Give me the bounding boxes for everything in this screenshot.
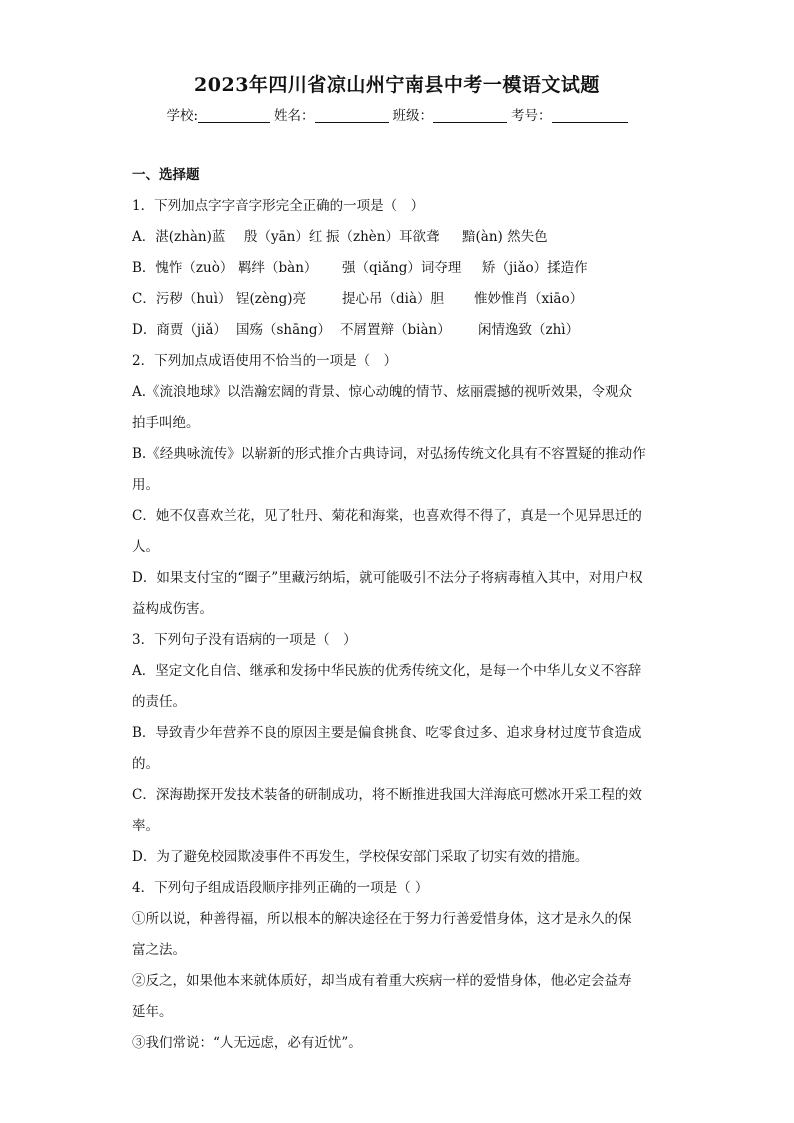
question-3-line: 的责任。 bbox=[132, 694, 186, 710]
question-2-line: 用。 bbox=[132, 477, 159, 493]
question-1-option-c bbox=[132, 286, 664, 317]
question-2-stem: 2．下列加点成语使用不恰当的一项是（ ） bbox=[132, 353, 398, 369]
section-heading: 一、选择题 bbox=[132, 167, 200, 183]
question-3-line: A．坚定文化自信、继承和发扬中华民族的优秀传统文化，是每一个中华儿女义不容辞 bbox=[132, 663, 642, 679]
option-item: 振（zhèn）耳欲聋 bbox=[326, 229, 440, 245]
question-4-stem: 4．下列句子组成语段顺序排列正确的一项是（ ） bbox=[132, 880, 429, 896]
question-2-line: B.《经典咏流传》以崭新的形式推介古典诗词，对弘扬传统文化具有不容置疑的推动作 bbox=[132, 446, 646, 462]
question-4-line: 富之法。 bbox=[132, 942, 186, 958]
question-3-line: C．深海勘探开发技术装备的研制成功，将不断推进我国大洋海底可燃冰开采工程的效 bbox=[132, 787, 642, 803]
option-item: 黯(àn) 然失色 bbox=[462, 229, 548, 245]
number-blank[interactable] bbox=[552, 108, 628, 123]
question-3-line: B．导致青少年营养不良的原因主要是偏食挑食、吃零食过多、追求身材过度节食造成 bbox=[132, 725, 642, 741]
question-2-line: D．如果支付宝的“圈子”里藏污纳垢，就可能吸引不法分子将病毒植入其中，对用户权 bbox=[132, 570, 643, 586]
class-label: 班级： bbox=[392, 108, 434, 124]
question-4-line: 延年。 bbox=[132, 1004, 173, 1020]
option-item: D．商贾（jiǎ） bbox=[132, 322, 227, 338]
option-item: 锃(zèng)亮 bbox=[236, 291, 306, 307]
name-label: 姓名： bbox=[274, 108, 315, 124]
question-2-line: 益构成伤害。 bbox=[132, 601, 213, 617]
question-1-stem: 1．下列加点字字音字形完全正确的一项是（ ） bbox=[132, 198, 425, 214]
question-4-line: ②反之，如果他本来就体质好，却当成有着重大疾病一样的爱惜身体，他必定会益寿 bbox=[132, 973, 632, 989]
option-item: 殷（yān）红 bbox=[244, 229, 323, 245]
question-content bbox=[132, 162, 664, 1061]
question-1-option-a bbox=[132, 224, 664, 255]
option-item: B．愧怍（zuò） bbox=[132, 260, 234, 276]
name-blank[interactable] bbox=[315, 108, 389, 123]
option-item: 提心吊（dià）胆 bbox=[342, 291, 445, 307]
question-4-line: ①所以说，种善得福，所以根本的解决途径在于努力行善爱惜身体，这才是永久的保 bbox=[132, 911, 632, 927]
question-4-line: ③我们常说：“人无远虑，必有近忧”。 bbox=[132, 1035, 362, 1051]
student-info-line bbox=[0, 104, 794, 124]
question-1-option-b bbox=[132, 255, 664, 286]
class-blank[interactable] bbox=[433, 108, 507, 123]
question-3-line: 率。 bbox=[132, 818, 159, 834]
number-label: 考号： bbox=[511, 108, 552, 124]
question-2-line: C．她不仅喜欢兰花，见了牡丹、菊花和海棠，也喜欢得不得了，真是一个见异思迁的 bbox=[132, 508, 642, 524]
option-item: 闲情逸致（zhì） bbox=[478, 322, 580, 338]
page-title: 2023年四川省凉山州宁南县中考一模语文试题 bbox=[194, 74, 600, 96]
option-item: 矫（jiǎo）揉造作 bbox=[482, 260, 588, 276]
option-item: A．湛(zhàn)蓝 bbox=[132, 229, 226, 245]
question-3-line: D．为了避免校园欺凌事件不再发生，学校保安部门采取了切实有效的措施。 bbox=[132, 849, 589, 865]
option-item: 强（qiǎng）词夺理 bbox=[342, 260, 462, 276]
option-item: 国殇（shāng） bbox=[236, 322, 332, 338]
option-item: 不屑置辩（biàn） bbox=[340, 322, 451, 338]
school-blank[interactable] bbox=[198, 108, 270, 123]
question-1-option-d bbox=[132, 317, 664, 348]
question-2-line: 人。 bbox=[132, 539, 159, 555]
school-label: 学校: bbox=[166, 108, 199, 124]
question-3-stem: 3．下列句子没有语病的一项是（ ） bbox=[132, 632, 357, 648]
option-item: 惟妙惟肖（xiāo） bbox=[474, 291, 584, 307]
question-2-line: A.《流浪地球》以浩瀚宏阔的背景、惊心动魄的情节、炫丽震撼的视听效果，令观众 bbox=[132, 384, 633, 400]
question-2-line: 拍手叫绝。 bbox=[132, 415, 200, 431]
option-item: C．污秽（huì） bbox=[132, 291, 232, 307]
option-item: 羁绊（bàn） bbox=[238, 260, 318, 276]
question-3-line: 的。 bbox=[132, 756, 159, 772]
